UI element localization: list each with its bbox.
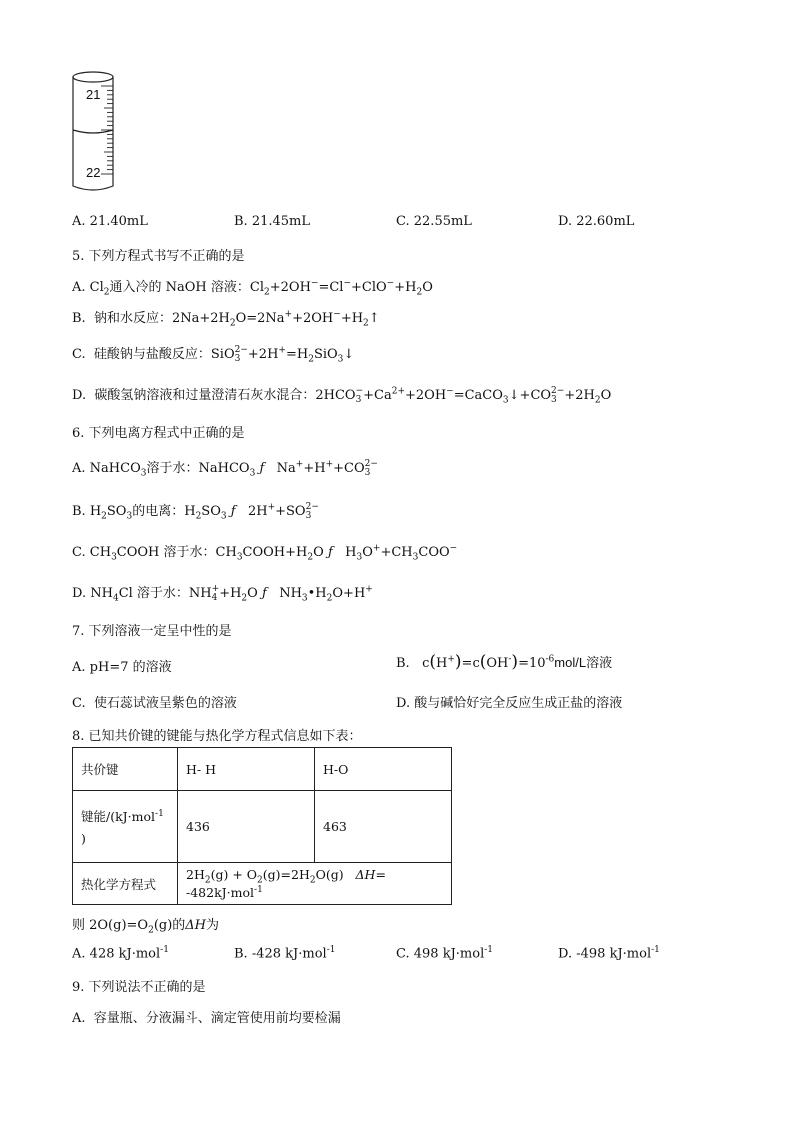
table-cell-thermo-equation: $2H_2(g) + O_2(g)=2H_2O(g)$ ΔH= -482kJ·mol$^{-1}$ [178, 863, 452, 905]
q5-option-d: D. 碳酸氢钠溶液和过量澄清石灰水混合：2HCO− $3 +Ca^{2+}+2OH^-=CaCO_3↓+CO2-$ $3 +2H_2O$ [72, 385, 612, 406]
q6-stem: 6. 下列电离方程式中正确的是 [72, 426, 245, 441]
burette-label-21: 21 [86, 87, 101, 102]
table-cell-h-o-value: 463 [315, 791, 452, 863]
q5-stem: 5. 下列方程式书写不正确的是 [72, 249, 245, 264]
table-cell-thermo-label: 热化学方程式 [73, 863, 178, 905]
q8-option-a: A. 428 kJ·mol$^{-1}$ [72, 945, 169, 962]
table-cell-bond-energy-label: 键能/(kJ·mol$^{-1}$ ) [73, 791, 178, 863]
q8-stem: 8. 已知共价键的键能与热化学方程式信息如下表： [72, 729, 362, 744]
q7-option-b: B. $c(H^+)=c(OH^-)=10^{-6}mol/L$溶液 [396, 652, 613, 672]
table-row [73, 748, 452, 791]
q7-option-c: C. 使石蕊试液呈紫色的溶液 [72, 696, 237, 711]
q7-stem: 7. 下列溶液一定呈中性的是 [72, 624, 232, 639]
table-cell-h-h-value: 436 [178, 791, 315, 863]
table-header-bond: 共价键 [73, 748, 178, 791]
burette-top-rim [73, 72, 113, 82]
q9-option-a: A. 容量瓶、分液漏斗、滴定管使用前均要检漏 [72, 1011, 341, 1026]
q5-option-a: A. $Cl_2$通入冷的 NaOH 溶液：$Cl_2+2OH^-=Cl^-+ClO^-+H_2O$ [72, 278, 433, 298]
q4-option-b: B. 21.45mL [234, 214, 311, 229]
table-row [73, 863, 452, 905]
table-row [73, 791, 452, 863]
q4-option-c: C. 22.55mL [396, 214, 472, 229]
table-header-h-o: H-O [315, 748, 452, 791]
q7-option-a: A. pH=7 的溶液 [72, 660, 172, 675]
bond-energy-table [72, 747, 452, 905]
q5-option-c: C. 硅酸钠与盐酸反应：SiO2− $3 +2H^+=H_2SiO_3↓$ [72, 344, 355, 365]
q9-stem: 9. 下列说法不正确的是 [72, 980, 206, 995]
q8-option-c: C. 498 kJ·mol$^{-1}$ [396, 945, 494, 962]
q8-option-d: D. -498 kJ·mol$^{-1}$ [558, 945, 660, 962]
q6-option-c: C. $CH_3COOH$ 溶于水：$CH_3COOH+H_2O$ ƒ $H_3O^++CH_3COO^-$ [72, 543, 458, 563]
q6-option-b: B. $H_2SO_3$的电离：$H_2SO_3$ ƒ 2H++SO2− 3 [72, 501, 319, 522]
q5-option-b: B. 钠和水反应：$2Na+2H_2O=2Na^++2OH^-+H_2↑$ [72, 309, 380, 329]
table-header-h-h: H- H [178, 748, 315, 791]
q8-question: 则 $2O(g)=O_2(g)$的ΔH为 [72, 918, 220, 936]
q4-option-a: A. 21.40mL [72, 214, 148, 229]
burette-figure [68, 68, 132, 196]
q8-option-b: B. -428 kJ·mol$^{-1}$ [234, 945, 336, 962]
q7-option-d: D. 酸与碱恰好完全反应生成正盐的溶液 [396, 696, 623, 711]
q6-option-d: D. $NH_4Cl$ 溶于水：NH+ $4 +H_2O$ ƒ $NH_3•H_2O+H^+$ [72, 583, 373, 604]
q6-option-a: A. NaHCO$_3$溶于水：NaHCO$_3$ ƒ Na++H++CO2− 3 [72, 458, 378, 479]
burette-label-22: 22 [86, 165, 101, 180]
q4-option-d: D. 22.60mL [558, 214, 635, 229]
